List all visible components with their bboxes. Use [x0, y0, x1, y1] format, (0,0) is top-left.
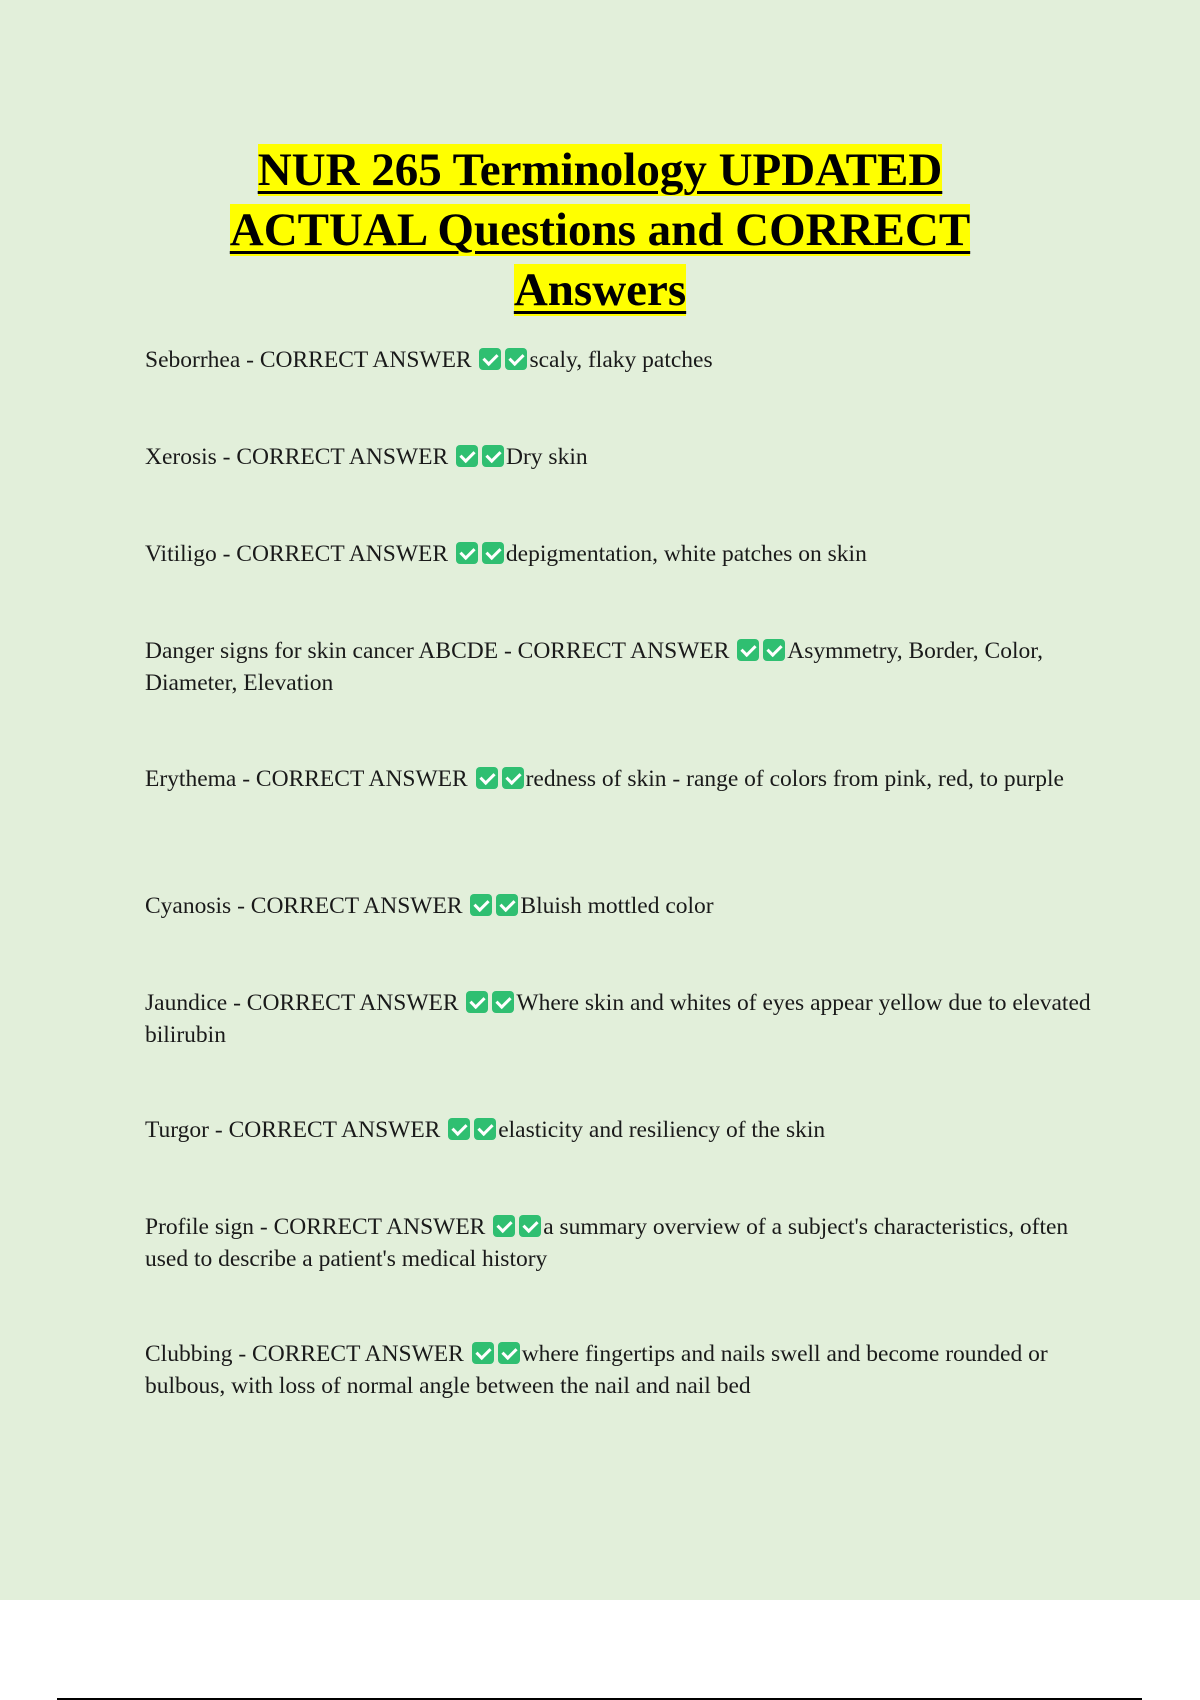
- qa-item: [145, 635, 1095, 699]
- green-checkmark-icon: [482, 445, 504, 467]
- qa-item: [145, 1338, 1095, 1402]
- title-line-3: Answers: [513, 264, 687, 316]
- title-line-2: ACTUAL Questions and CORRECT: [229, 204, 971, 256]
- answer: Asymmetry, Border, Color, Diameter, Elevation: [145, 638, 1043, 696]
- green-checkmark-icon: [448, 1118, 470, 1140]
- green-checkmark-icon: [492, 991, 514, 1013]
- qa-item: [145, 344, 1095, 376]
- qa-item: [145, 441, 1095, 473]
- green-checkmark-icon: [519, 1215, 541, 1237]
- separator: - CORRECT ANSWER: [236, 766, 468, 792]
- green-checkmark-icon: [470, 894, 492, 916]
- term: Profile sign: [145, 1214, 255, 1240]
- separator: - CORRECT ANSWER: [498, 638, 730, 664]
- qa-item: [145, 890, 1095, 922]
- separator: - CORRECT ANSWER: [216, 541, 449, 567]
- separator: - CORRECT ANSWER: [216, 444, 449, 470]
- term: Erythema: [145, 766, 237, 792]
- document-title: [100, 140, 1100, 320]
- green-checkmark-icon: [737, 639, 759, 661]
- answer: Bluish mottled color: [520, 893, 714, 919]
- green-checkmark-icon: [456, 542, 478, 564]
- qa-item: [145, 763, 1095, 795]
- green-checkmark-icon: [472, 1342, 494, 1364]
- term: Seborrhea: [145, 347, 241, 373]
- green-checkmark-icon: [502, 767, 524, 789]
- term: Jaundice: [145, 990, 228, 1016]
- green-checkmark-icon: [496, 894, 518, 916]
- answer: depigmentation, white patches on skin: [505, 541, 867, 567]
- term: Cyanosis: [145, 893, 232, 919]
- separator: - CORRECT ANSWER: [231, 893, 463, 919]
- answer: scaly, flaky patches: [529, 347, 713, 373]
- green-checkmark-icon: [479, 348, 501, 370]
- separator: - CORRECT ANSWER: [254, 1214, 486, 1240]
- green-checkmark-icon: [476, 767, 498, 789]
- separator: - CORRECT ANSWER: [232, 1341, 464, 1367]
- answer: Dry skin: [506, 444, 588, 470]
- green-checkmark-icon: [763, 639, 785, 661]
- term: Clubbing: [145, 1341, 233, 1367]
- green-checkmark-icon: [505, 348, 527, 370]
- term: Danger signs for skin cancer ABCDE: [145, 638, 499, 664]
- answer: a summary overview of a subject's characteristics, often used to describe a patient's medical history: [145, 1214, 1069, 1272]
- term: Vitiligo: [145, 541, 217, 567]
- answer: Where skin and whites of eyes appear yellow due to elevated bilirubin: [145, 990, 1091, 1048]
- answer: redness of skin - range of colors from pink, red, to purple: [525, 766, 1064, 792]
- separator: - CORRECT ANSWER: [209, 1117, 441, 1143]
- qa-item: [145, 538, 1095, 570]
- green-checkmark-icon: [493, 1215, 515, 1237]
- green-checkmark-icon: [474, 1118, 496, 1140]
- green-checkmark-icon: [498, 1342, 520, 1364]
- title-line-1: NUR 265 Terminology UPDATED: [257, 144, 943, 196]
- green-checkmark-icon: [456, 445, 478, 467]
- qa-item: [145, 1114, 1095, 1146]
- term: Xerosis: [145, 444, 217, 470]
- qa-item: [145, 987, 1095, 1051]
- qa-item: [145, 1211, 1095, 1275]
- answer: where fingertips and nails swell and become rounded or bulbous, with loss of normal angle between the nail and nail bed: [145, 1341, 1048, 1399]
- green-checkmark-icon: [466, 991, 488, 1013]
- green-checkmark-icon: [482, 542, 504, 564]
- separator: - CORRECT ANSWER: [227, 990, 459, 1016]
- term: Turgor: [145, 1117, 210, 1143]
- answer: elasticity and resiliency of the skin: [498, 1117, 826, 1143]
- separator: - CORRECT ANSWER: [240, 347, 472, 373]
